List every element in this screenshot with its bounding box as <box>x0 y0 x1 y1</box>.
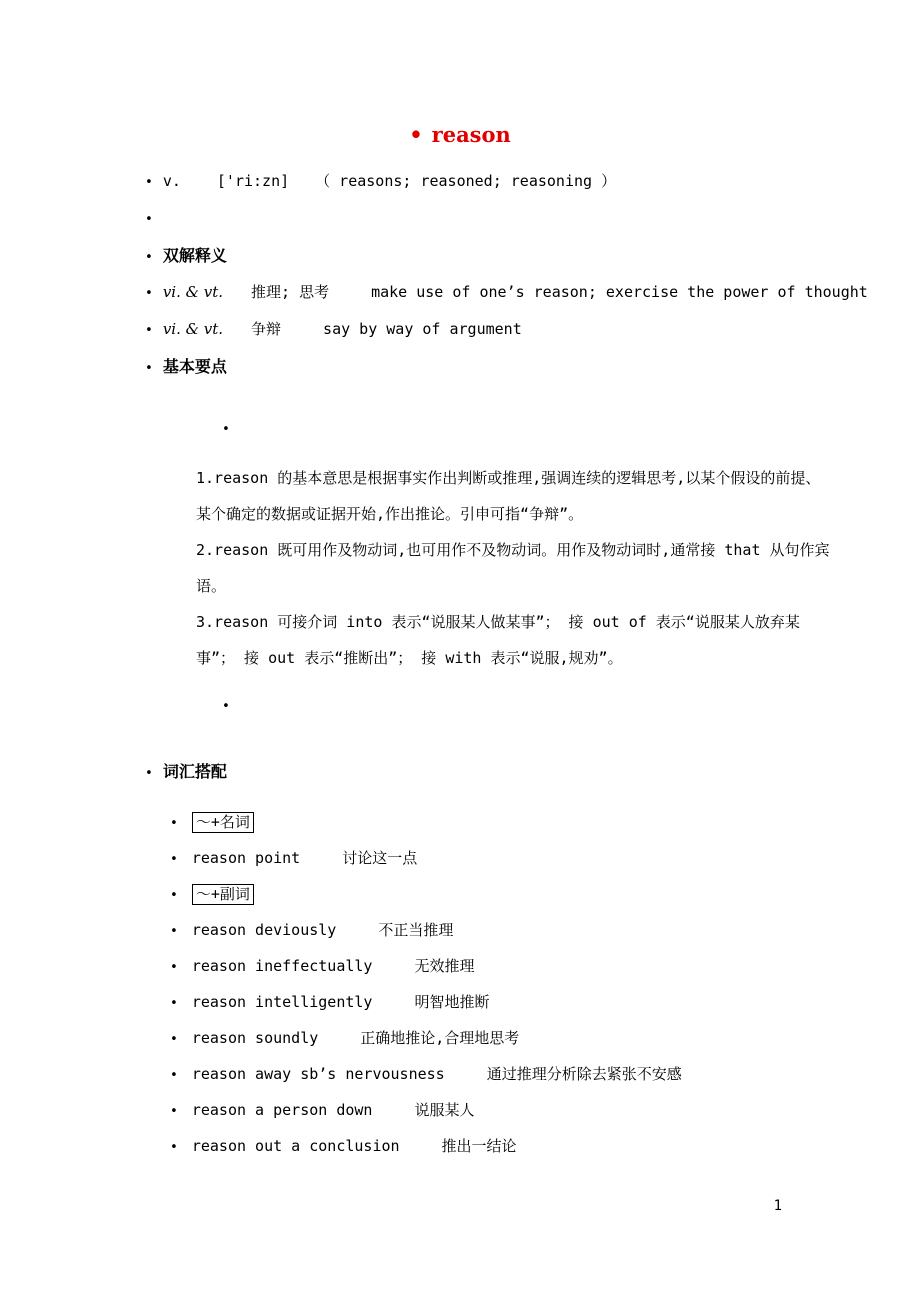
bullet-icon: • <box>170 852 178 867</box>
section-heading-text: 基本要点 <box>162 357 227 376</box>
bullet-icon: • <box>145 361 153 376</box>
collocation-item <box>0 1020 920 1056</box>
collocation-item <box>0 840 920 876</box>
collocation-english: reason out a conclusion <box>191 1137 400 1155</box>
collocation-item <box>0 948 920 984</box>
bullet-icon: • <box>170 888 178 903</box>
definition-line <box>0 311 920 348</box>
bullet-icon: • <box>170 996 178 1011</box>
bullet-icon: • <box>170 924 178 939</box>
collocation-chinese: 明智地推断 <box>414 993 490 1011</box>
collocation-category-adverb <box>0 876 920 912</box>
title-bullet-icon: • <box>409 122 423 147</box>
bullet-icon: • <box>145 212 153 227</box>
collocation-category-label: ～+副词 <box>192 884 254 905</box>
ipa-transcription: ['ri:zn] <box>216 172 290 190</box>
standalone-bullet-line <box>0 411 920 448</box>
bullet-icon: • <box>170 1140 178 1155</box>
collocation-chinese: 正确地推论,合理地思考 <box>360 1029 520 1047</box>
collocation-english: reason deviously <box>191 921 337 939</box>
document-body <box>0 147 920 1164</box>
bullet-icon: • <box>145 286 153 301</box>
definition-english: say by way of argument <box>323 320 522 338</box>
bullet-icon: • <box>170 1068 178 1083</box>
section-heading-dual-definitions <box>0 237 920 274</box>
pronunciation-line <box>0 163 920 200</box>
key-point-paragraph: 1.reason 的基本意思是根据事实作出判断或推理,强调连续的逻辑思考,以某个假设的前提、某个确定的数据或证据开始,作出推论。引申可指“争辩”。 <box>196 469 821 523</box>
collocation-english: reason ineffectually <box>191 957 373 975</box>
bullet-icon: • <box>145 766 153 781</box>
bullet-icon: • <box>170 816 178 831</box>
empty-bullet-line <box>0 200 920 237</box>
standalone-bullet-line <box>0 688 920 725</box>
section-heading-collocations <box>0 753 920 790</box>
collocation-chinese: 推出一结论 <box>441 1137 517 1155</box>
word-forms: （ reasons; reasoned; reasoning ） <box>315 172 617 190</box>
part-of-speech: v. <box>162 172 181 190</box>
collocation-english: reason intelligently <box>191 993 373 1011</box>
definition-chinese: 争辩 <box>251 320 282 338</box>
bullet-icon: • <box>222 699 230 714</box>
section-heading-text: 双解释义 <box>162 246 227 265</box>
bullet-icon: • <box>170 1104 178 1119</box>
collocation-item <box>0 1056 920 1092</box>
collocation-english: reason point <box>191 849 301 867</box>
collocation-item <box>0 912 920 948</box>
collocation-item <box>0 1128 920 1164</box>
collocation-chinese: 通过推理分析除去紧张不安感 <box>486 1065 682 1083</box>
collocations-list <box>0 804 920 1164</box>
collocation-english: reason a person down <box>191 1101 373 1119</box>
definition-english: make use of one’s reason; exercise the power of thought <box>371 283 868 301</box>
definition-pos: vi. & vt. <box>162 283 224 301</box>
key-points-paragraphs <box>196 460 832 676</box>
collocation-category-noun <box>0 804 920 840</box>
collocation-chinese: 说服某人 <box>414 1101 475 1119</box>
collocation-category-label: ～+名词 <box>192 812 254 833</box>
bullet-icon: • <box>145 175 153 190</box>
collocation-item <box>0 1092 920 1128</box>
bullet-icon: • <box>222 422 230 437</box>
key-point-paragraph: 2.reason 既可用作及物动词,也可用作不及物动词。用作及物动词时,通常接 that 从句作宾语。 <box>196 541 830 595</box>
bullet-icon: • <box>145 323 153 338</box>
definition-chinese: 推理; 思考 <box>251 283 330 301</box>
page-title <box>0 0 920 147</box>
section-heading-text: 词汇搭配 <box>162 762 227 781</box>
collocation-english: reason soundly <box>191 1029 319 1047</box>
key-point-paragraph: 3.reason 可接介词 into 表示“说服某人做某事”； 接 out of 表示“说服某人放弃某事”； 接 out 表示“推断出”； 接 with 表示“说服,规劝”。 <box>196 613 800 667</box>
section-heading-key-points <box>0 348 920 385</box>
collocation-chinese: 无效推理 <box>414 957 475 975</box>
page-number: 1 <box>773 1198 782 1214</box>
collocation-item <box>0 984 920 1020</box>
bullet-icon: • <box>170 960 178 975</box>
collocation-chinese: 讨论这一点 <box>342 849 418 867</box>
bullet-icon: • <box>170 1032 178 1047</box>
bullet-icon: • <box>145 250 153 265</box>
title-text: reason <box>431 122 511 147</box>
collocation-english: reason away sb’s nervousness <box>191 1065 445 1083</box>
definition-pos: vi. & vt. <box>162 320 224 338</box>
collocation-chinese: 不正当推理 <box>378 921 454 939</box>
definition-line <box>0 274 920 311</box>
